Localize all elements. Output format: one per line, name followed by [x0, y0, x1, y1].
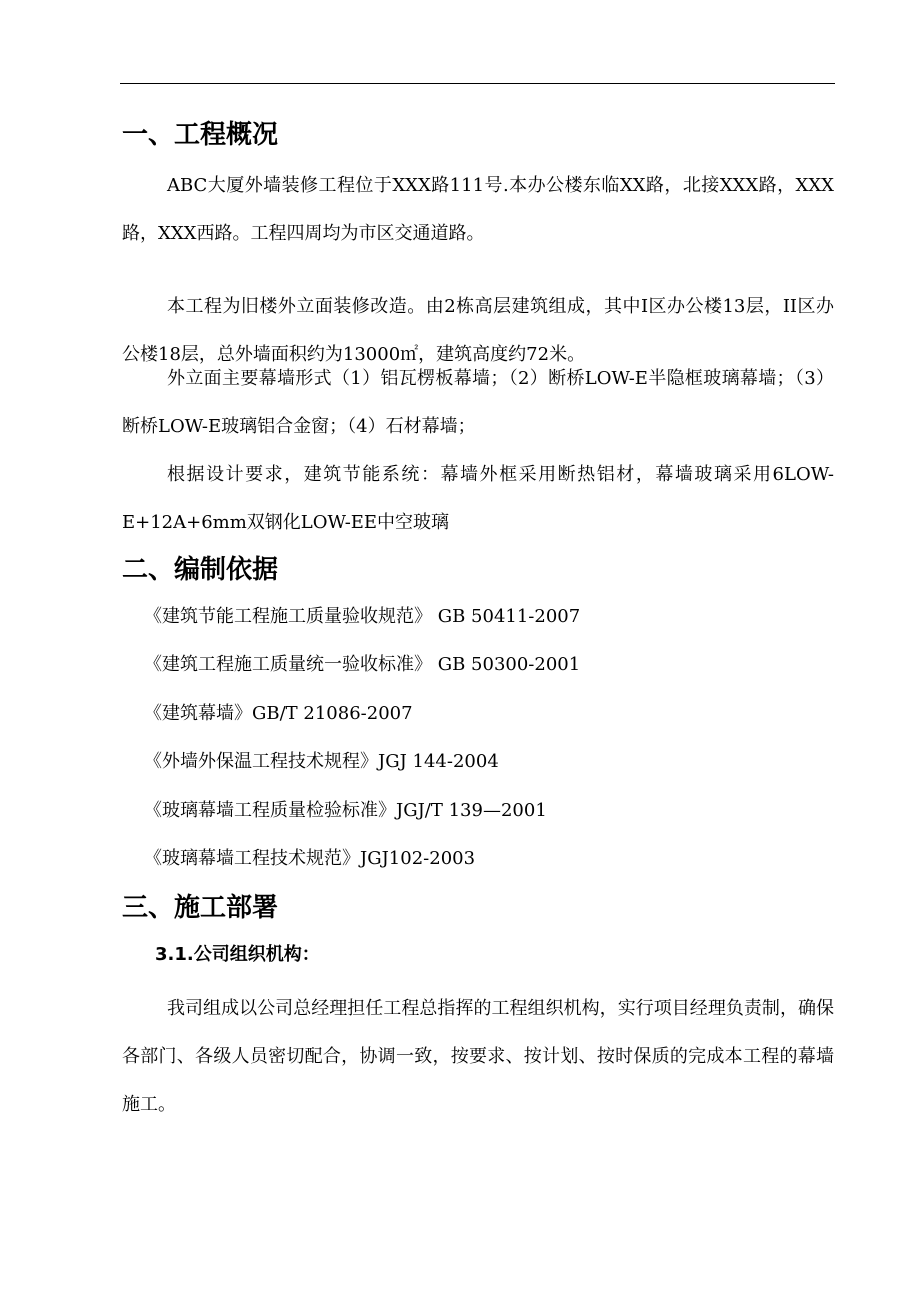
paragraph-location: ABC大厦外墙装修工程位于XXX路111号.本办公楼东临XX路，北接XXX路，XXX路，XXX西路。工程四周均为市区交通道路。 [122, 175, 834, 244]
list-item: 《建筑工程施工质量统一验收标准》 GB 50300-2001 [144, 654, 581, 676]
header-rule [120, 83, 835, 84]
section-heading-basis: 二、编制依据 [122, 555, 279, 585]
paragraph-organization: 我司组成以公司总经理担任工程总指挥的工程组织机构，实行项目经理负责制，确保各部门、各级人员密切配合，协调一致，按要求、按计划、按时保质的完成本工程的幕墙施工。 [122, 998, 834, 1115]
paragraph-facade-types: 外立面主要幕墙形式（1）铝瓦楞板幕墙；（2）断桥LOW-E半隐框玻璃幕墙；（3）断桥LOW-E玻璃铝合金窗；（4）石材幕墙； [122, 368, 834, 437]
list-item: 《外墙外保温工程技术规程》JGJ 144-2004 [144, 751, 499, 773]
paragraph-building-info: 本工程为旧楼外立面装修改造。由2栋高层建筑组成，其中I区办公楼13层，II区办公楼18层，总外墙面积约为13000㎡，建筑高度约72米。 [122, 296, 834, 365]
standards-list [122, 593, 580, 883]
list-item: 《建筑节能工程施工质量验收规范》 GB 50411-2007 [144, 606, 581, 627]
paragraph-energy-saving: 根据设计要求，建筑节能系统：幕墙外框采用断热铝材，幕墙玻璃采用6LOW-E+12A+6mm双钢化LOW-EE中空玻璃 [122, 464, 834, 533]
section-heading-deployment: 三、施工部署 [122, 893, 279, 923]
list-item: 《建筑幕墙》GB/T 21086-2007 [144, 702, 413, 724]
section-heading-overview: 一、工程概况 [122, 120, 279, 150]
list-item: 《玻璃幕墙工程质量检验标准》JGJ/T 139—2001 [144, 799, 547, 821]
subsection-heading-organization: 3.1.公司组织机构： [155, 944, 320, 965]
list-item: 《玻璃幕墙工程技术规范》JGJ102-2003 [144, 848, 476, 870]
